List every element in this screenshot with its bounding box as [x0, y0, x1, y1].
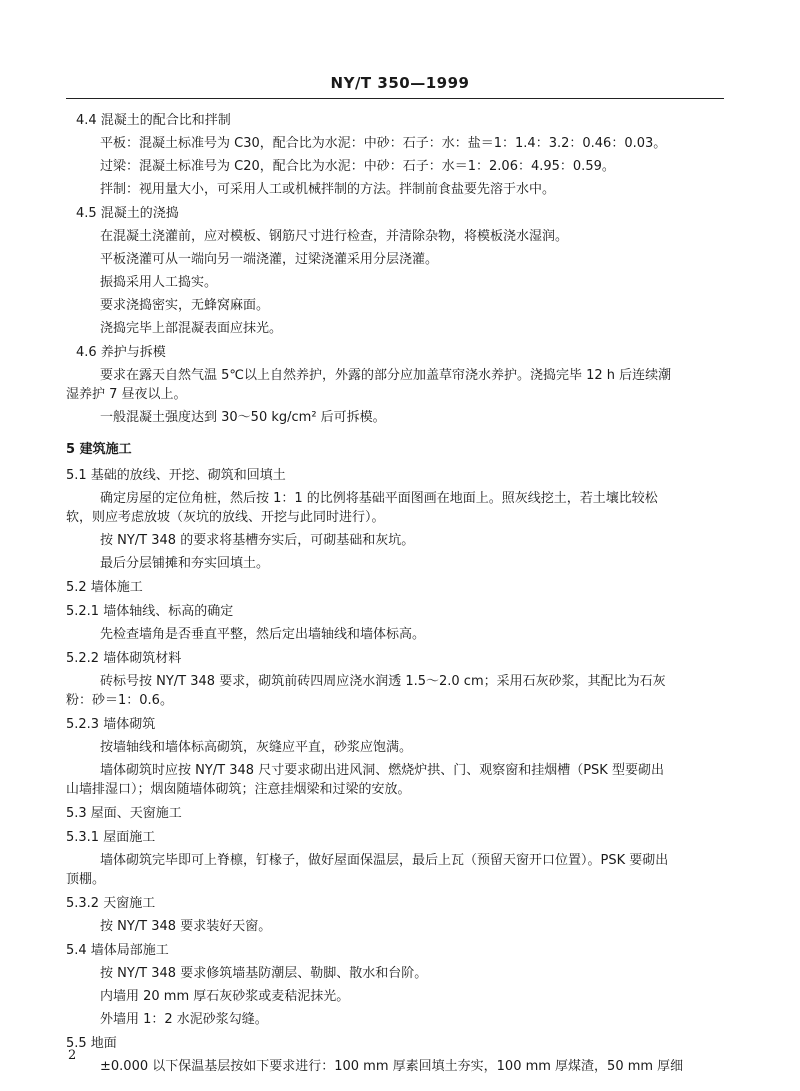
document-body [66, 112, 726, 1076]
paragraph-line: 浇捣完毕上部混凝表面应抹光。 [100, 321, 283, 336]
subsection-heading: 5.3.1 屋面施工 [66, 830, 156, 845]
paragraph-line: 墙体砌筑时应按 NY/T 348 尺寸要求砌出进风洞、燃烧炉拱、门、观察窗和挂烟槽（PSK 型要砌出 [100, 763, 664, 778]
subsection-heading: 4.5 混凝土的浇捣 [76, 206, 179, 221]
paragraph-line: 墙体砌筑完毕即可上脊檩，钉椽子，做好屋面保温层，最后上瓦（预留天窗开口位置）。PSK 要砌出 [100, 853, 669, 868]
section-heading: 5 建筑施工 [66, 442, 132, 457]
paragraph-line: 最后分层铺摊和夯实回填土。 [100, 556, 270, 571]
paragraph-line: 先检查墙角是否垂直平整，然后定出墙轴线和墙体标高。 [100, 627, 426, 642]
paragraph-line: 过梁：混凝土标准号为 C20，配合比为水泥：中砂：石子：水＝1：2.06：4.95：0.59。 [100, 159, 615, 174]
subsection-heading: 5.2.1 墙体轴线、标高的确定 [66, 604, 234, 619]
subsection-heading: 4.4 混凝土的配合比和拌制 [76, 113, 231, 128]
paragraph-line: 按 NY/T 348 的要求将基槽夯实后，可砌基础和灰坑。 [100, 533, 415, 548]
paragraph-line: 一般混凝土强度达到 30～50 kg/cm² 后可拆模。 [100, 410, 386, 425]
paragraph-line: ±0.000 以下保温基层按如下要求进行：100 mm 厚素回填土夯实，100 mm 厚煤渣，50 mm 厚细 [100, 1059, 684, 1074]
paragraph-continuation: 粉：砂＝1：0.6。 [66, 693, 173, 708]
paragraph-continuation: 软，则应考虑放坡（灰坑的放线、开挖与此同时进行）。 [66, 510, 385, 525]
paragraph-line: 砖标号按 NY/T 348 要求，砌筑前砖四周应浇水润透 1.5～2.0 cm；采用石灰砂浆，其配比为石灰 [100, 674, 666, 689]
paragraph-line: 要求在露天自然气温 5℃以上自然养护，外露的部分应加盖草帘浇水养护。浇捣完毕 12 h 后连续潮 [100, 368, 672, 383]
page-number: 2 [68, 1048, 77, 1063]
subsection-heading: 5.2.2 墙体砌筑材料 [66, 651, 182, 666]
paragraph-line: 内墙用 20 mm 厚石灰砂浆或麦秸泥抹光。 [100, 989, 350, 1004]
paragraph-continuation: 顶棚。 [66, 872, 106, 887]
paragraph-line: 在混凝土浇灌前，应对模板、钢筋尺寸进行检查，并清除杂物，将模板浇水湿润。 [100, 229, 569, 244]
paragraph-line: 按墙轴线和墙体标高砌筑，灰缝应平直，砂浆应饱满。 [100, 740, 413, 755]
paragraph-line: 平板：混凝土标准号为 C30，配合比为水泥：中砂：石子：水：盐＝1：1.4：3.2：0.46：0.03。 [100, 136, 667, 151]
paragraph-line: 按 NY/T 348 要求装好天窗。 [100, 919, 272, 934]
subsection-heading: 4.6 养护与拆模 [76, 345, 166, 360]
paragraph-line: 确定房屋的定位角桩，然后按 1：1 的比例将基础平面图画在地面上。照灰线挖土，若土壤比较松 [100, 491, 658, 506]
subsection-heading: 5.1 基础的放线、开挖、砌筑和回填土 [66, 468, 286, 483]
subsection-heading: 5.2 墙体施工 [66, 580, 143, 595]
paragraph-line: 要求浇捣密实，无蜂窝麻面。 [100, 298, 270, 313]
header-divider [66, 98, 724, 99]
paragraph-line: 拌制：视用量大小，可采用人工或机械拌制的方法。拌制前食盐要先溶于水中。 [100, 182, 556, 197]
paragraph-line: 振捣采用人工捣实。 [100, 275, 218, 290]
subsection-heading: 5.5 地面 [66, 1036, 117, 1051]
paragraph-line: 按 NY/T 348 要求修筑墙基防潮层、勒脚、散水和台阶。 [100, 966, 428, 981]
paragraph-continuation: 山墙排湿口）；烟囱随墙体砌筑；注意挂烟梁和过梁的安放。 [66, 782, 411, 797]
subsection-heading: 5.3.2 天窗施工 [66, 896, 156, 911]
subsection-heading: 5.4 墙体局部施工 [66, 943, 169, 958]
paragraph-line: 平板浇灌可从一端向另一端浇灌，过梁浇灌采用分层浇灌。 [100, 252, 439, 267]
subsection-heading: 5.2.3 墙体砌筑 [66, 717, 156, 732]
subsection-heading: 5.3 屋面、天窗施工 [66, 806, 182, 821]
document-header: NY/T 350—1999 [330, 74, 470, 92]
paragraph-line: 外墙用 1：2 水泥砂浆勾缝。 [100, 1012, 268, 1027]
paragraph-continuation: 湿养护 7 昼夜以上。 [66, 387, 187, 402]
